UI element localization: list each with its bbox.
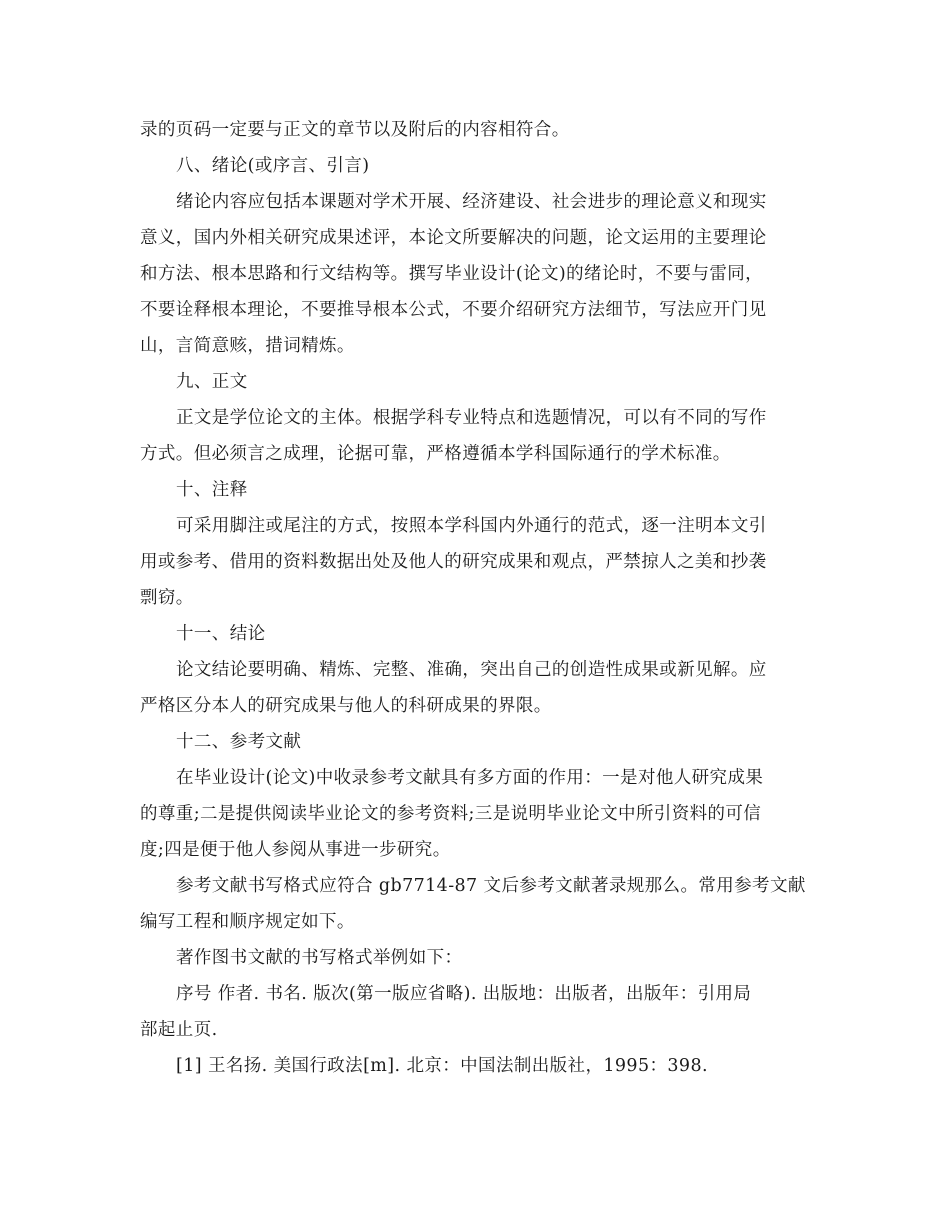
paragraph-line: 参考文献书写格式应符合 gb7714-87 文后参考文献著录规那么。常用参考文献 — [176, 876, 806, 896]
heading-conclusion: 十一、结论 — [176, 624, 266, 644]
paragraph-line: 序号 作者. 书名. 版次(第一版应省略). 出版地：出版者，出版年：引用局 — [176, 984, 752, 1004]
paragraph-line: 正文是学位论文的主体。根据学科专业特点和选题情况，可以有不同的写作 — [176, 408, 767, 428]
document-page — [140, 112, 820, 1084]
heading-references: 十二、参考文献 — [176, 732, 302, 752]
paragraph-line: 在毕业设计(论文)中收录参考文献具有多方面的作用：一是对他人研究成果 — [176, 768, 764, 788]
paragraph-line: 意义，国内外相关研究成果述评，本论文所要解决的问题，论文运用的主要理论 — [140, 228, 767, 248]
paragraph-line: 绪论内容应包括本课题对学术开展、经济建设、社会进步的理论意义和现实 — [176, 192, 767, 212]
paragraph-line: 可采用脚注或尾注的方式，按照本学科国内外通行的范式，逐一注明本文引 — [176, 516, 767, 536]
heading-introduction: 八、绪论(或序言、引言) — [176, 156, 370, 176]
paragraph-line: 严格区分本人的研究成果与他人的科研成果的界限。 — [140, 696, 552, 716]
paragraph-line: 山，言简意赅，措词精炼。 — [140, 336, 355, 356]
paragraph-line: 方式。但必须言之成理，论据可靠，严格遵循本学科国际通行的学术标准。 — [140, 444, 731, 464]
paragraph-line: 的尊重;二是提供阅读毕业论文的参考资料;三是说明毕业论文中所引资料的可信 — [140, 804, 762, 824]
paragraph-line: 论文结论要明确、精炼、完整、准确，突出自己的创造性成果或新见解。应 — [176, 660, 767, 680]
paragraph-line: 和方法、根本思路和行文结构等。撰写毕业设计(论文)的绪论时，不要与雷同， — [140, 264, 764, 284]
reference-example: [1] 王名扬. 美国行政法[m]. 北京：中国法制出版社，1995：398. — [176, 1056, 708, 1076]
heading-main-body: 九、正文 — [176, 372, 248, 392]
paragraph-line: 编写工程和顺序规定如下。 — [140, 912, 355, 932]
paragraph-line: 录的页码一定要与正文的章节以及附后的内容相符合。 — [140, 120, 570, 140]
paragraph-line: 部起止页. — [140, 1020, 218, 1040]
paragraph-line: 著作图书文献的书写格式举例如下： — [176, 948, 463, 968]
paragraph-line: 剽窃。 — [140, 588, 194, 608]
heading-notes: 十、注释 — [176, 480, 248, 500]
paragraph-line: 度;四是便于他人参阅从事进一步研究。 — [140, 840, 451, 860]
paragraph-line: 不要诠释根本理论，不要推导根本公式，不要介绍研究方法细节，写法应开门见 — [140, 300, 767, 320]
paragraph-line: 用或参考、借用的资料数据出处及他人的研究成果和观点，严禁掠人之美和抄袭 — [140, 552, 767, 572]
